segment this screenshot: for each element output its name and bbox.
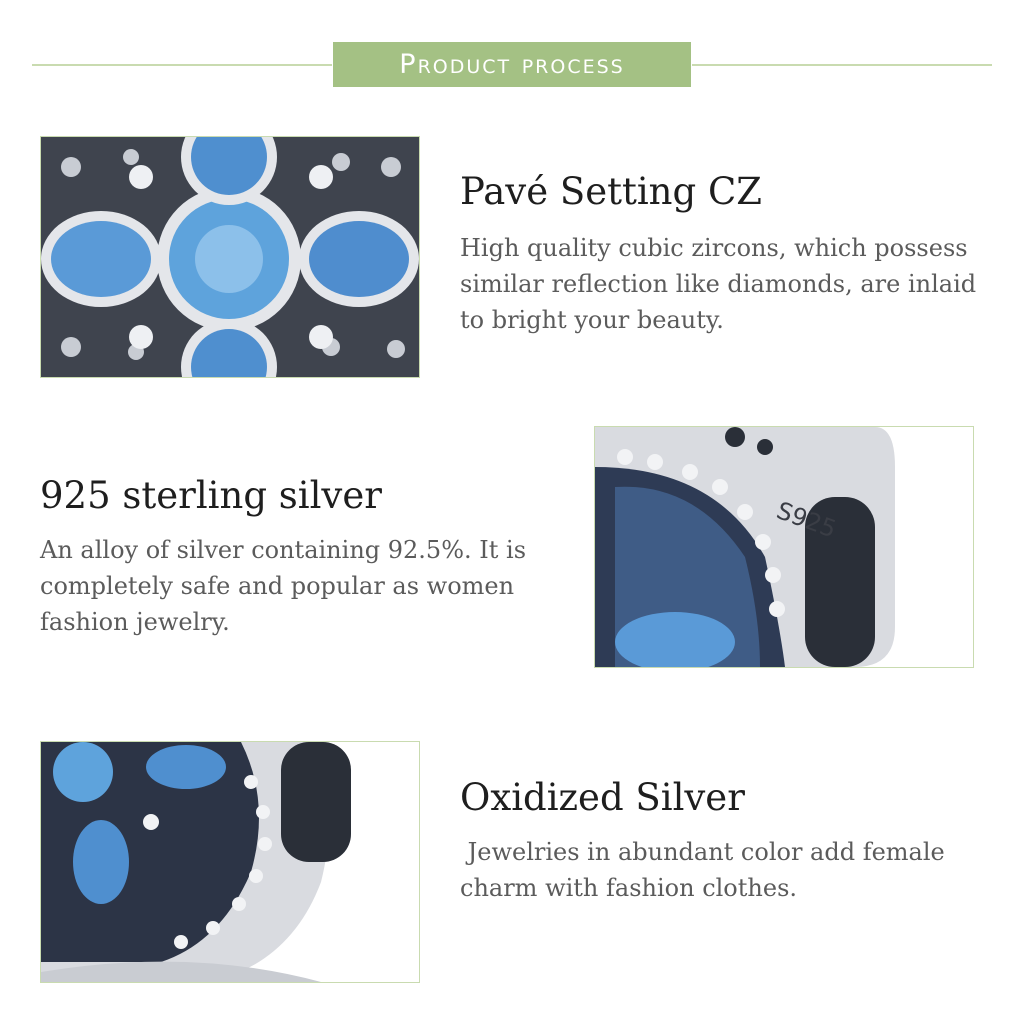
- svg-text:S925: S925: [772, 496, 840, 544]
- charm-edge-image: [40, 741, 420, 983]
- section-description: High quality cubic zircons, which possess similar reflection like diamonds, are inlaid to bright your beauty.: [460, 234, 977, 334]
- header-rule-left: [32, 64, 332, 66]
- charm-closeup-image: [40, 136, 420, 378]
- section-description: Jewelries in abundant color add female charm with fashion clothes.: [460, 838, 953, 902]
- section-title: Oxidized Silver: [460, 776, 745, 819]
- charm-side-image: [594, 426, 974, 668]
- header-rule-right: [692, 64, 992, 66]
- section-title: 925 sterling silver: [40, 474, 382, 517]
- section-description: An alloy of silver containing 92.5%. It is completely safe and popular as women fashion jewelry.: [40, 536, 527, 636]
- section-banner: Product process: [333, 42, 691, 87]
- section-title: Pavé Setting CZ: [460, 170, 762, 213]
